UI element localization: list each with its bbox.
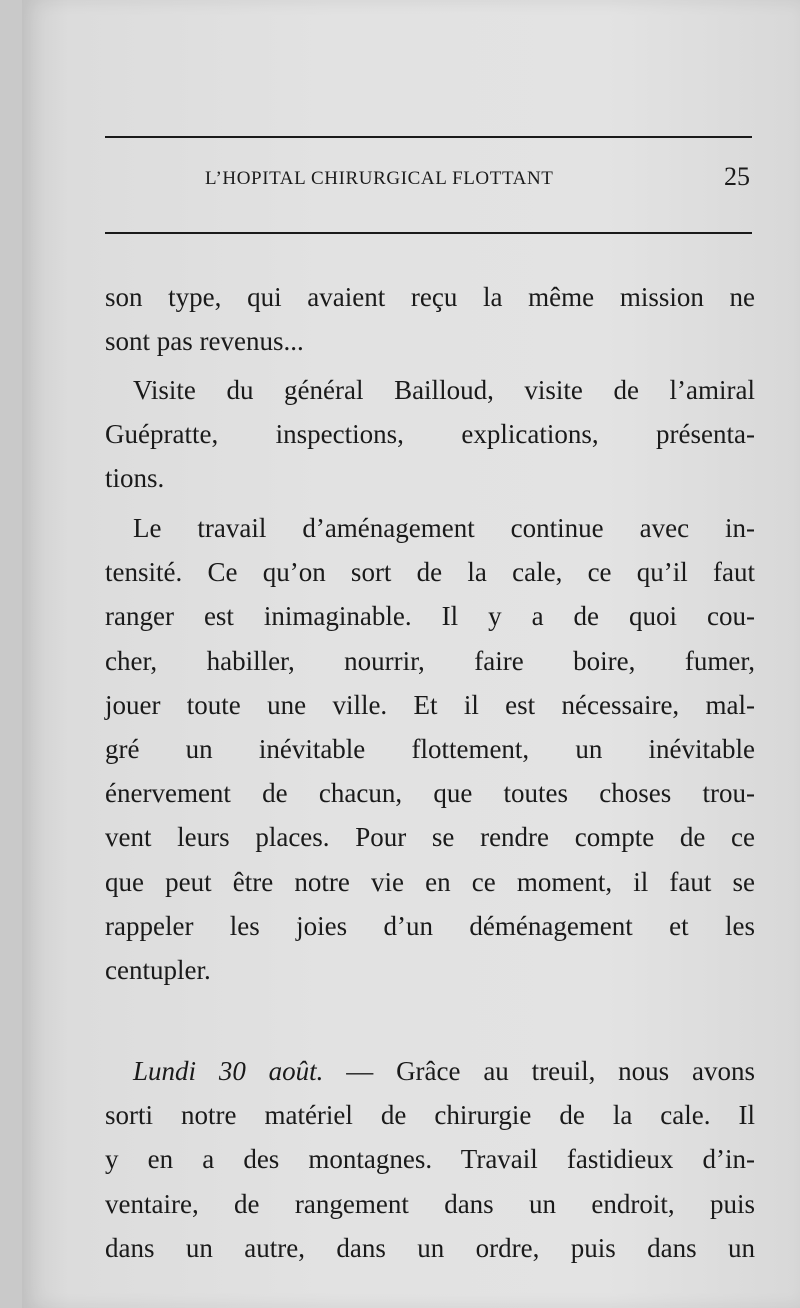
text-line: y en a des montagnes. Travail fastidieux d’in-: [105, 1144, 755, 1175]
text-line: jouer toute une ville. Et il est nécessaire, mal-: [105, 689, 755, 720]
text-line: tions.: [105, 463, 165, 494]
text-line: dans un autre, dans un ordre, puis dans un: [105, 1232, 755, 1263]
text-line: Visite du général Bailloud, visite de l’amiral: [133, 375, 755, 405]
text-line: que peut être notre vie en ce moment, il faut se: [105, 866, 755, 897]
text-line: Guépratte, inspections, explications, présenta-: [105, 419, 755, 450]
paragraph-amenagement: [105, 506, 755, 992]
header-bottom-rule: [105, 232, 752, 234]
text-line: [105, 1049, 755, 1093]
text-line: ranger est inimaginable. Il y a de quoi cou-: [105, 601, 755, 632]
text-line: sont pas revenus...: [105, 326, 304, 357]
running-title: L’HOPITAL CHIRURGICAL FLOTTANT: [205, 168, 554, 189]
text-line: sorti notre matériel de chirurgie de la cale. Il: [105, 1100, 755, 1131]
text-line: cher, habiller, nourrir, faire boire, fumer,: [105, 645, 755, 676]
page-number: 25: [724, 162, 750, 191]
diary-entry-lundi-30-aout: [105, 1049, 755, 1270]
text-line: vent leurs places. Pour se rendre compte de ce: [105, 822, 755, 853]
text-line: Le travail d’aménagement continue avec in-: [133, 513, 755, 543]
paragraph-visits: [105, 368, 755, 501]
entry-date: Lundi 30 août.: [133, 1056, 324, 1086]
text-line: gré un inévitable flottement, un inévitable: [105, 733, 755, 764]
entry-text: — Grâce au treuil, nous avons: [323, 1056, 755, 1086]
text-line: ventaire, de rangement dans un endroit, puis: [105, 1188, 755, 1219]
text-line: énervement de chacun, que toutes choses trou-: [105, 778, 755, 809]
text-line: centupler.: [105, 954, 211, 985]
header-top-rule: [105, 136, 752, 138]
text-line: rappeler les joies d’un déménagement et les: [105, 910, 755, 941]
paragraph-continuation: [105, 275, 755, 363]
text-line: tensité. Ce qu’on sort de la cale, ce qu’il faut: [105, 557, 755, 588]
running-head: [105, 162, 752, 198]
text-line: son type, qui avaient reçu la même mission ne: [105, 282, 755, 312]
